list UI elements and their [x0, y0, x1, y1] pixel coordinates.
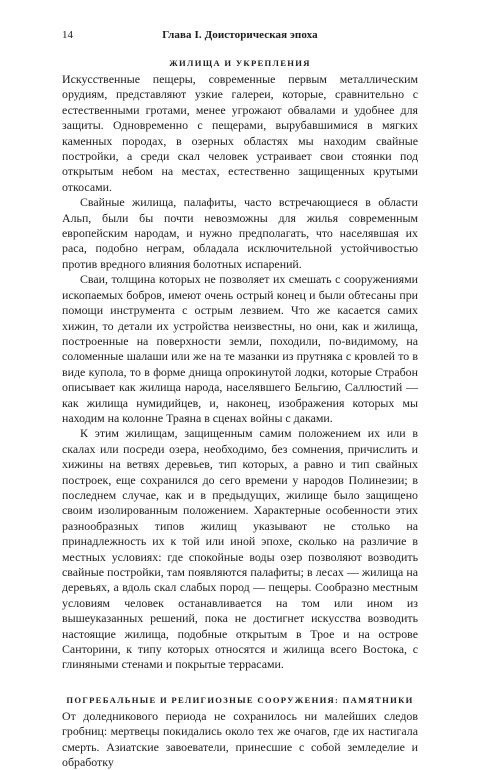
running-header: [62, 26, 418, 44]
paragraph: От доледникового периода не сохранилось ни малейших следов гробниц: мертвецы покидались около тех же очагов, где их настигала смерть. Азиатские завоеватели, принесшие с собой земледелие и обработку: [62, 708, 418, 770]
chapter-title: Глава I. Доисторическая эпоха: [162, 29, 318, 41]
section-title-dwellings: ЖИЛИЩА И УКРЕПЛЕНИЯ: [169, 58, 311, 68]
paragraph: Сваи, толщина которых не позволяет их смешать с сооружениями ископаемых бобров, имеют очень острый конец и были обтесаны при помощи инструмента с острым лезвием. Что же касается самих хижин, то детали их устройства неизвестны, но они, как и жилища, построенные на поверхности земли, походили, по-видимому, на соломенные шалаши или же на те мазанки из прутняка с кровлей то в виде купола, то в форме днища опрокинутой лодки, которые Страбон описывает как жилища народа, населявшего Бельгию, Саллюстий — как жилища нумидийцев, и, наконец, изображения которых мы находим на колонне Траяна в сценах войны с даками.: [62, 272, 418, 425]
paragraph: Искусственные пещеры, современные первым металлическим орудиям, представляют узкие галереи, которые, сравнительно с естественными гротами, менее угрожают обвалами и удобнее для защиты. Одновременно с пещерами, вырубавшимися в мягких каменных породах, в озерных областях мы находим свайные постройки, а среди скал человек устраивает свои стоянки под открытым небом на местах, естественно защищенных крутыми откосами.: [62, 72, 418, 194]
paragraph: К этим жилищам, защищенным самим положением их или в скалах или посреди озера, необходимо, без сомнения, причислить и хижины на ветвях деревьев, тип которых, а равно и тип свайных построек, еще сохранился до сего времени у народов Полинезии; в последнем случае, как и в предыдущих, жилище было защищено своим изолированным положением. Характерные особенности этих разнообразных типов жилищ указывают не столько на принадлежность их к той или иной эпохе, сколько на различие в местных условиях: где спокойные воды озер позволяют возводить свайные постройки, там появляются палафиты; в лесах — жилища на деревьях, а вдоль скал слабых пород — пещеры. Сообразно местным условиям человек останавливается на том или ином из вышеуказанных решений, пока не достигнет искусства возводить настоящие жилища, подобные открытым в Трое и на острове Санторини, к типу которых относятся и жилища всего Востока, с глиняными стенами и покрытые террасами.: [62, 426, 418, 672]
page-number: 14: [62, 29, 73, 41]
section-title-burials: ПОГРЕБАЛЬНЫЕ И РЕЛИГИОЗНЫЕ СООРУЖЕНИЯ: ПАМЯТНИКИ: [66, 694, 414, 705]
body-text: [62, 56, 418, 770]
paragraph: Свайные жилища, палафиты, часто встречающиеся в области Альп, были бы почти невозможны для жилья современным европейским народам, и нужно предполагать, что населявшая их раса, подобно неграм, обладала исключительной устойчивостью против вредного влияния болотных испарений.: [62, 195, 418, 271]
